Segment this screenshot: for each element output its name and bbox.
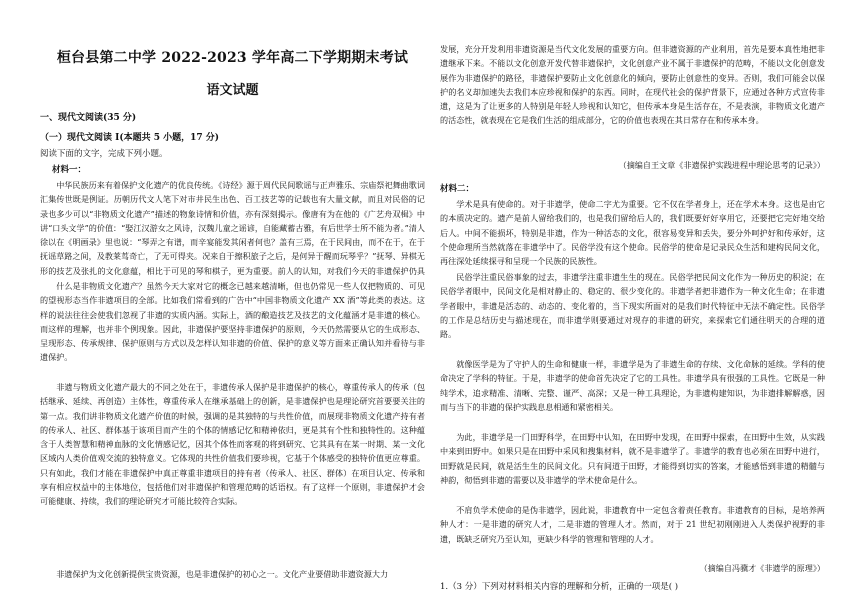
material-one-paragraph-4-continued: 发展，充分开发利用非遗资源是当代文化发展的重要方向。但非遗资源的产业利用，首先是要本真性地把非遗继承下来。不能以文化创意开发代替非遗保护，文化创意产业不属于非遗保护的范畴，不能以文化创意发展作为非遗保护的路径，非遗保护要防止文化创意化的倾向，要防止创意性的变异。否则，我们可能会以保护的名义却加速失去我们本应珍视和保护的东西。同时，在现代社会的保护背景下，应通过各种方式宣传非遗，这是为了让更多的人特别是年轻人珍视和认知它，但传承本身是生活存在，不是表演，非物质文化遗产的活态性，就表现在它是我们生活的组成部分，它的价值也表现在其日常存在和传承本身。	[440, 44, 825, 126]
material-two-label: 材料二：	[440, 184, 475, 194]
material-two-paragraph-5: 不肩负学术使命的是伪非遗学，因此说，非遗教育中一定包含着责任教育。非遗教育的目标，是培养两种人才：一是非遗的研究人才，二是非遗的管理人才。然而，对于 21 世纪初刚刚进入人类保护视野的非遗，既缺乏研究乃至认知，更缺少科学的管理和管理的人才。	[440, 505, 825, 544]
page-subtitle: 语文试题	[206, 83, 259, 98]
material-two-paragraph-4: 为此，非遗学是一门田野科学，在田野中认知，在田野中发现，在田野中探索，在田野中生效，从实践中来到田野中。如果只是在田野中采风和搜集材料，就不是非遗学了。非遗学的教育也必须在田野中进行，田野就是民间，就是活生生的民间文化。只有间道于田野，才能得到切实的答案，才能感悟到非遗的精髓与神韵，彻悟到非遗的需要以及非遗学的学术使命是什么。	[440, 432, 825, 485]
question-1: 1.（3 分）下列对材料相关内容的理解和分析，正确的一项是( )	[440, 582, 679, 592]
material-one-label: 材料一：	[52, 165, 87, 175]
material-one-paragraph-3: 非遗与物质文化遗产最大的不同之处在于，非遗传承人保护是非遗保护的核心，尊重传承人的传承（包括继承、延续、再创造）主体性，尊重传承人在继承基础上的创新，是非遗保护也是理论研究首要要关注的第一点。我们讲非物质文化遗产价值的时候，强调的是其独特的与共性价值，而展现非物质文化遗产持有者的传承人、社区、群体基于该项目而产生的个体的情感记忆和精神依归，更是其有个性和独特性的。这种蕴含于人类智慧和精神血脉的文化情感记忆，因其个体性而客观的将到研究、它其具有在某一时期、某一文化区域内人类价值观交流的独特意义。它体现的共性价值我们要珍视，它基于个体感受的独特价值更应尊重。只有如此，我们才能在非遗保护中真正尊重非遗项目的持有者（传承人、社区、群体）在项目认定、传承和享有相应权益中的主体地位，包括他们对非遗保护和管理范畴的话语权。有了这样一个原则，非遗保护才会可能健康、持续，我们的理论研究才可能比较符合实际。	[40, 382, 425, 507]
material-one-paragraph-4: 非遗保护为文化创新提供宝贵资源，也是非遗保护的初心之一。文化产业要借助非遗资源大力	[56, 569, 389, 579]
material-one-paragraph-1: 中华民族历来有着保护文化遗产的优良传统。《诗经》源于周代民间歌谣与正声雅乐、宗庙祭祀舞曲歌词汇集传世既是例证。历朝历代文人笔下对市井民生出色、百工技艺等的记载也有大量文献，而且对民俗的记录也多少可以“非物质文化遗产”描述的物象诗情和价值，亦有深刻揭示。像唐有为在他的《广艺舟双楫》中讲“口头文学”的价值：“娶江汉游女之风诗，汉魏儿童之谣谚，自能藏蓄古雅，有后世学士所不能为者。”清人徐以在《明画录》里也说：“琴弄之有谱，而辛宴能发其闲者何也？盖有三焉，在于民间由，而不在于，在于抚谣草路之间，及教莱茑奇亡，了无可得夹。况来自于擦积旅子之后，是何异于醒而玩琴乎？”抚琴、异棋无形的技艺及张扎的文化意蕴，相比于可见的琴和棋子，更为重要。前人的认知，对我们今天的非遗保护仍具	[40, 180, 425, 276]
instruction-text: 阅读下面的文字，完成下列小题。	[40, 149, 168, 159]
material-one-paragraph-2: 什么是非物质文化遗产？虽然今天大家对它的概念已越来越清晰，但也仍常见一些人仅把物质的、可见的望视形态当作非遗项目的全部。比如我们常看到的广告中“中国非物质文化遗产 XX 酒”等此类的表达。这样的说法往往会使我们忽视了非遗的实质内涵。实际上，酒的酿造技艺及技艺的文化蕴涵才是非遗的核心。而这样的理解，也并非个例现象。因此，非遗保护要坚持非遗保护的原则，今天仍然需要从它的生成形态、呈现形态、传承规律、保护原则与方式以及怎样认知非遗的价值、保护的意义等方面来正确认知并看待与非遗保护。	[40, 281, 425, 363]
subsection-heading: （一）现代文阅读 I(本题共 5 小题，17 分)	[40, 133, 220, 143]
material-two-source: （摘编自冯骥才《非遗学的原理》）	[699, 563, 825, 573]
material-one-source: （摘编自王文章《非遗保护实践进程中理论思考的记录》）	[618, 160, 825, 170]
material-two-paragraph-2: 民俗学注重民俗事象的过去，非遗学注重非遗生生的现在。民俗学把民间文化作为一种历史的积淀；在民俗学者眼中，民间文化是相对静止的、稳定的、很少变化的。非遗学者把非遗作为一种文化生命；在非遗学者眼中，非遗是活态的、动态的、变化着的，当下现实所面对的是我们时代特征中无法不确定性。民俗学的工作是总结历史与描述现在，而非遗学则要通过对现存的非遗的研究，来探索它们通往明天的合理的道路。	[440, 272, 825, 340]
page-title: 桓台县第二中学 2022-2023 学年高二下学期期末考试	[56, 50, 409, 66]
material-two-paragraph-1: 学术是具有使命的。对于非遗学，使命二字尤为重要。它不仅在学者身上，还在学术本身。这也是由它的本质决定的。遗产是前人留给我们的，也是我们留给后人的，我们既要好好享用它，还要把它完好地交给后人。中间不能损坏，特别是非遗，作为一种活态的文化，很容易变异和丢失，要分外呵护好和传承好，这个使命理所当然就落在非遗学中了。民俗学没有这个使命。民俗学的使命是记录民众生活和建构民间文化，再往深处延续探寻和呈现一个民族的民族性。	[440, 199, 825, 267]
section-heading: 一、现代文阅读(35 分)	[40, 113, 137, 123]
material-two-paragraph-3: 就像医学是为了守护人的生命和健康一样，非遗学是为了非遗生命的存续、文化命脉的延续。学科的使命决定了学科的特征。于是，非遗学的使命首先决定了它的工具性。非遗学具有很强的工具性。它既是一种纯学术，追求精准、清晰、完整、谨严、高深；又是一种工具理论，为非遗构建知识，为非遗排解解惑，因而与当下的非遗的保护实践息息相通和紧密相关。	[440, 359, 825, 412]
